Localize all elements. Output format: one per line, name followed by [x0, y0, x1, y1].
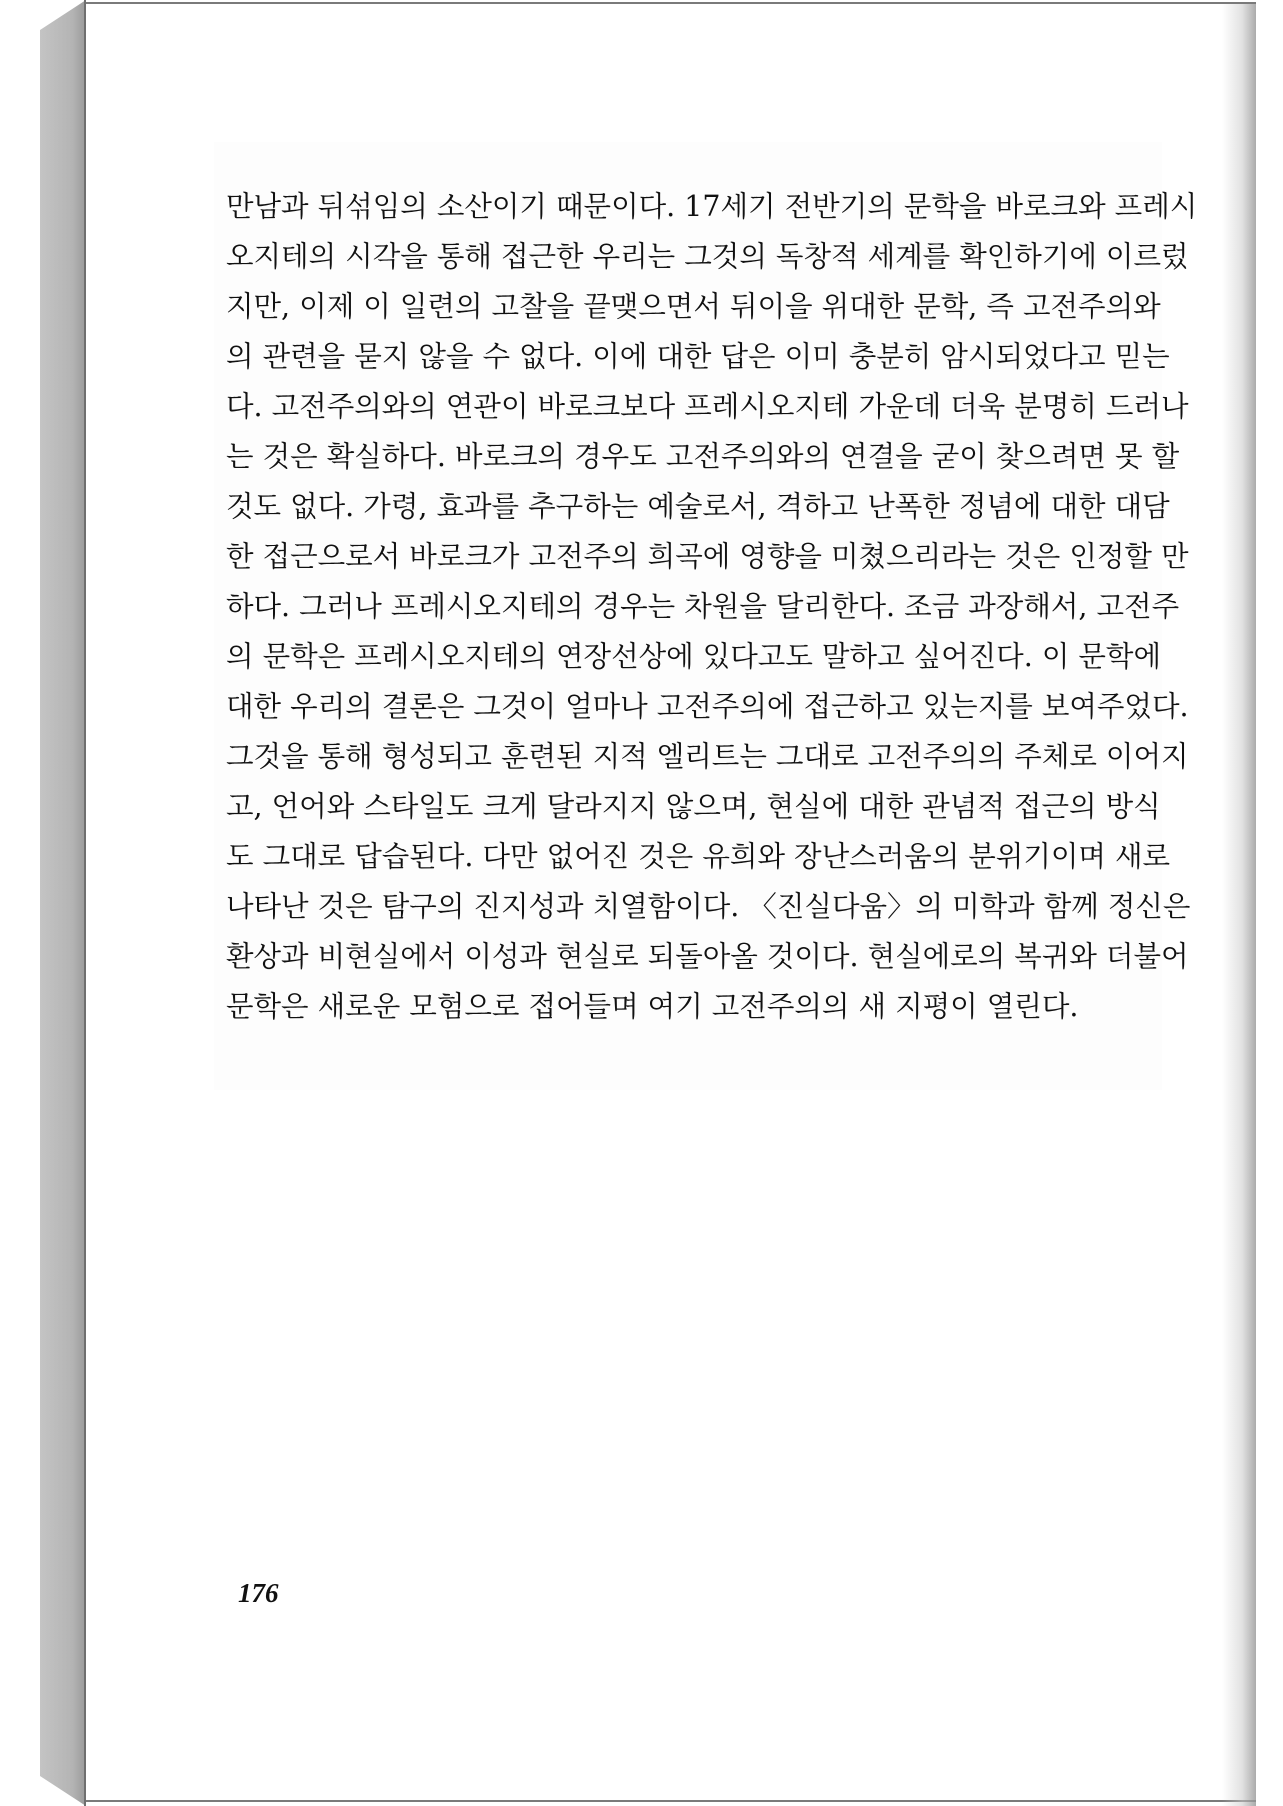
text-line: 만남과 뒤섞임의 소산이기 때문이다. 17세기 전반기의 문학을 바로크와 프레시 — [226, 190, 1198, 223]
text-line: 지만, 이제 이 일련의 고찰을 끝맺으면서 뒤이을 위대한 문학, 즉 고전주의와 — [226, 290, 1161, 323]
text-line: 의 문학은 프레시오지테의 연장선상에 있다고도 말하고 싶어진다. 이 문학에 — [226, 640, 1161, 673]
book-spine — [40, 0, 86, 1806]
text-line: 다. 고전주의와의 연관이 바로크보다 프레시오지테 가운데 더욱 분명히 드러나 — [226, 390, 1189, 423]
page-right-shadow — [1222, 4, 1256, 1806]
text-line: 환상과 비현실에서 이성과 현실로 되돌아올 것이다. 현실에로의 복귀와 더불어 — [226, 940, 1189, 973]
text-line: 도 그대로 답습된다. 다만 없어진 것은 유희와 장난스러움의 분위기이며 새로 — [226, 840, 1171, 873]
text-line last: 문학은 새로운 모험으로 접어들며 여기 고전주의의 새 지평이 열린다. — [226, 990, 1079, 1023]
text-line: 대한 우리의 결론은 그것이 얼마나 고전주의에 접근하고 있는지를 보여주었다. — [226, 690, 1189, 723]
page-number: 176 — [238, 1578, 279, 1608]
text-line: 그것을 통해 형성되고 훈련된 지적 엘리트는 그대로 고전주의의 주체로 이어지 — [226, 740, 1189, 773]
text-line: 오지테의 시각을 통해 접근한 우리는 그것의 독창적 세계를 확인하기에 이르렀 — [226, 240, 1189, 273]
text-line: 것도 없다. 가령, 효과를 추구하는 예술로서, 격하고 난폭한 정념에 대한 대담 — [226, 490, 1170, 523]
text-line: 의 관련을 묻지 않을 수 없다. 이에 대한 답은 이미 충분히 암시되었다고 믿는 — [226, 340, 1170, 373]
book-spine-edge — [84, 0, 86, 1806]
text-line: 한 접근으로서 바로크가 고전주의 희곡에 영향을 미쳤으리라는 것은 인정할 만 — [226, 540, 1189, 573]
text-line: 는 것은 확실하다. 바로크의 경우도 고전주의와의 연결을 굳이 찾으려면 못 할 — [226, 440, 1180, 473]
text-line: 고, 언어와 스타일도 크게 달라지지 않으며, 현실에 대한 관념적 접근의 방식 — [226, 790, 1161, 823]
text-line: 하다. 그러나 프레시오지테의 경우는 차원을 달리한다. 조금 과장해서, 고전주 — [226, 590, 1180, 623]
text-line: 나타난 것은 탐구의 진지성과 치열함이다. 〈진실다움〉의 미학과 함께 정신은 — [226, 890, 1191, 923]
body-text — [226, 182, 1198, 1032]
